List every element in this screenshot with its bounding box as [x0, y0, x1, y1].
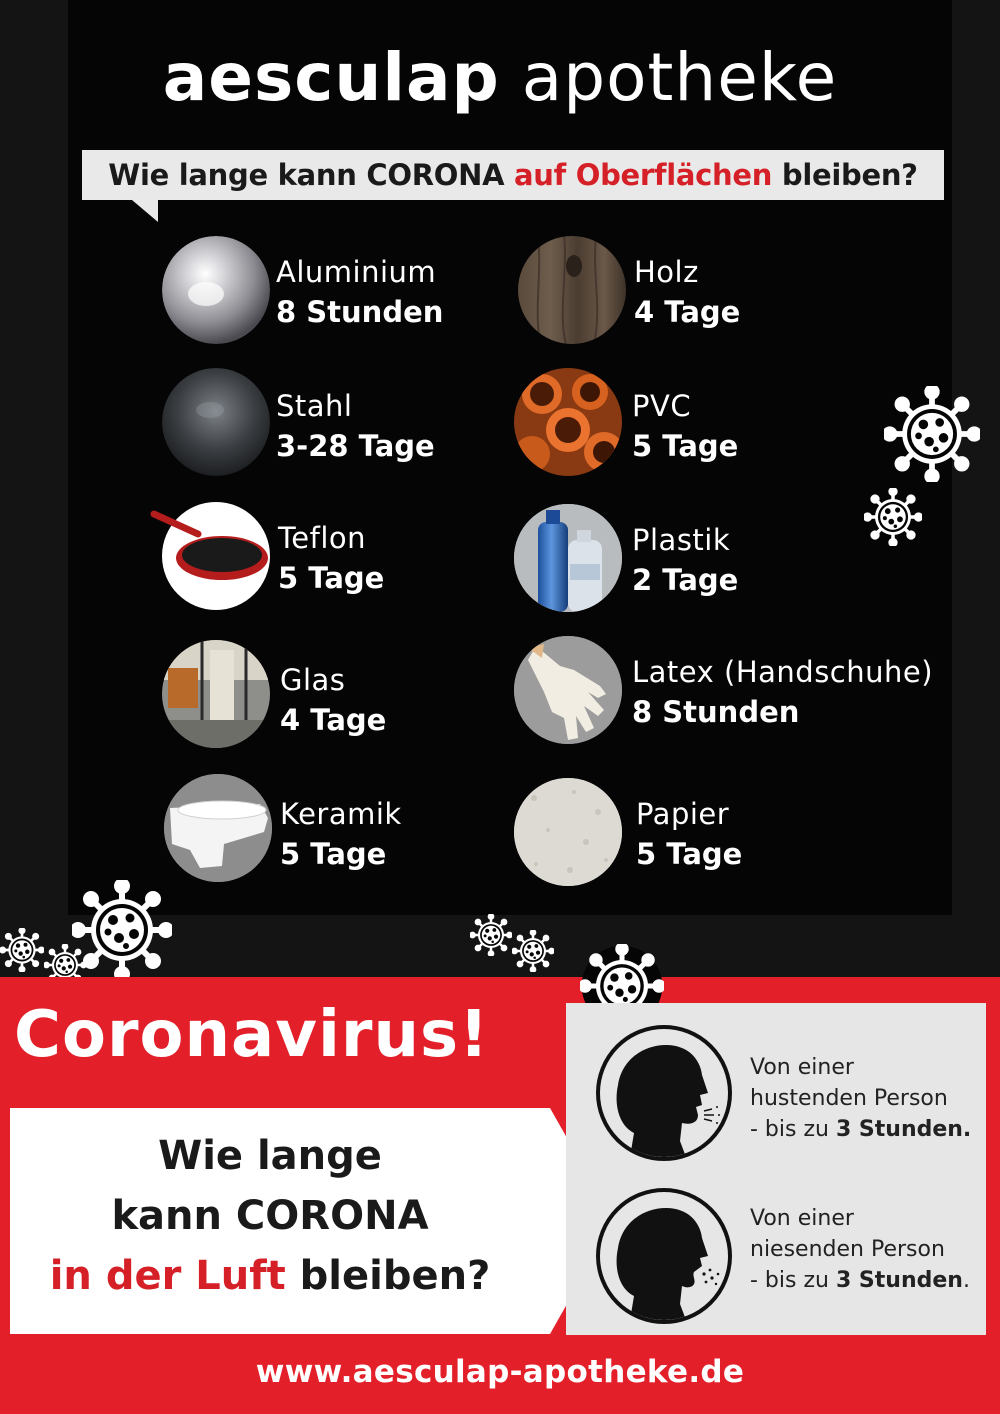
cough-duration-prefix: - bis zu [750, 1117, 836, 1142]
ceramic-toilet-icon [164, 774, 272, 882]
pvc-pipes-icon [514, 368, 622, 476]
sneeze-duration-suffix: . [962, 1268, 970, 1293]
material-name: Plastik [632, 523, 731, 557]
material-duration: 4 Tage [280, 703, 387, 737]
material-duration: 5 Tage [278, 561, 385, 595]
cough-source-text [750, 1052, 971, 1145]
cough-line1: Von einer [750, 1055, 854, 1080]
air-question [10, 1126, 530, 1306]
material-duration: 8 Stunden [276, 295, 444, 329]
material-name: Papier [636, 797, 730, 831]
virus-icon [864, 488, 922, 546]
material-plastik [632, 520, 738, 600]
pharmacy-logo [0, 38, 1000, 118]
surface-question [82, 150, 944, 200]
cough-line2: hustenden Person [750, 1086, 948, 1111]
coughing-person-icon [596, 1025, 732, 1161]
material-duration: 5 Tage [280, 837, 387, 871]
material-duration: 5 Tage [632, 429, 739, 463]
sneeze-duration: 3 Stunden [835, 1268, 963, 1293]
aluminium-sphere-icon [162, 236, 270, 344]
sneezing-person-icon [596, 1188, 732, 1324]
virus-icon [0, 928, 44, 972]
material-keramik [280, 794, 402, 874]
material-name: Stahl [276, 389, 353, 423]
air-question-highlight: in der Luft [49, 1253, 286, 1299]
latex-glove-icon [514, 636, 622, 744]
sneeze-line1: Von einer [750, 1206, 854, 1231]
virus-icon [512, 930, 554, 972]
virus-icon [884, 386, 980, 482]
wood-grain-icon [518, 236, 626, 344]
coronavirus-headline: Coronavirus! [14, 998, 490, 1072]
material-stahl [276, 386, 435, 466]
material-holz [634, 252, 740, 332]
sneeze-line2: niesenden Person [750, 1237, 945, 1262]
material-glas [280, 660, 386, 740]
logo-name-bold: aesculap [162, 39, 500, 116]
material-name: PVC [632, 389, 692, 423]
plastic-bottles-icon [514, 504, 622, 612]
air-question-line2: kann CORONA [111, 1193, 429, 1239]
material-duration: 2 Tage [632, 563, 739, 597]
material-name: Glas [280, 663, 346, 697]
material-papier [636, 794, 742, 874]
speech-bubble-tail [132, 200, 158, 222]
material-name: Holz [634, 255, 699, 289]
glass-door-icon [162, 640, 270, 748]
sneeze-duration-prefix: - bis zu [750, 1268, 836, 1293]
logo-name-light: apotheke [521, 39, 838, 116]
material-name: Aluminium [276, 255, 437, 289]
surface-question-part1: Wie lange kann CORONA [108, 158, 515, 192]
pan-handle-icon [150, 508, 210, 538]
material-name: Keramik [280, 797, 402, 831]
material-name: Teflon [278, 521, 367, 555]
material-latex [632, 652, 933, 732]
website-link[interactable]: www.aesculap-apotheke.de [255, 1354, 745, 1390]
steel-sphere-icon [162, 368, 270, 476]
virus-icon [72, 880, 172, 980]
material-duration: 8 Stunden [632, 695, 800, 729]
cough-duration: 3 Stunden. [835, 1117, 972, 1142]
material-teflon [278, 518, 384, 598]
surface-question-highlight: auf Oberflächen [514, 158, 773, 192]
sneeze-source-text [750, 1203, 970, 1296]
paper-texture-icon [514, 778, 622, 886]
material-aluminium [276, 252, 443, 332]
air-question-line3: bleiben? [285, 1253, 491, 1299]
material-duration: 5 Tage [636, 837, 743, 871]
material-duration: 3-28 Tage [276, 429, 435, 463]
virus-icon [470, 914, 512, 956]
air-question-line1: Wie lange [158, 1133, 382, 1179]
surface-question-part2: bleiben? [772, 158, 918, 192]
material-duration: 4 Tage [634, 295, 741, 329]
material-name: Latex (Handschuhe) [632, 655, 934, 689]
material-pvc [632, 386, 738, 466]
